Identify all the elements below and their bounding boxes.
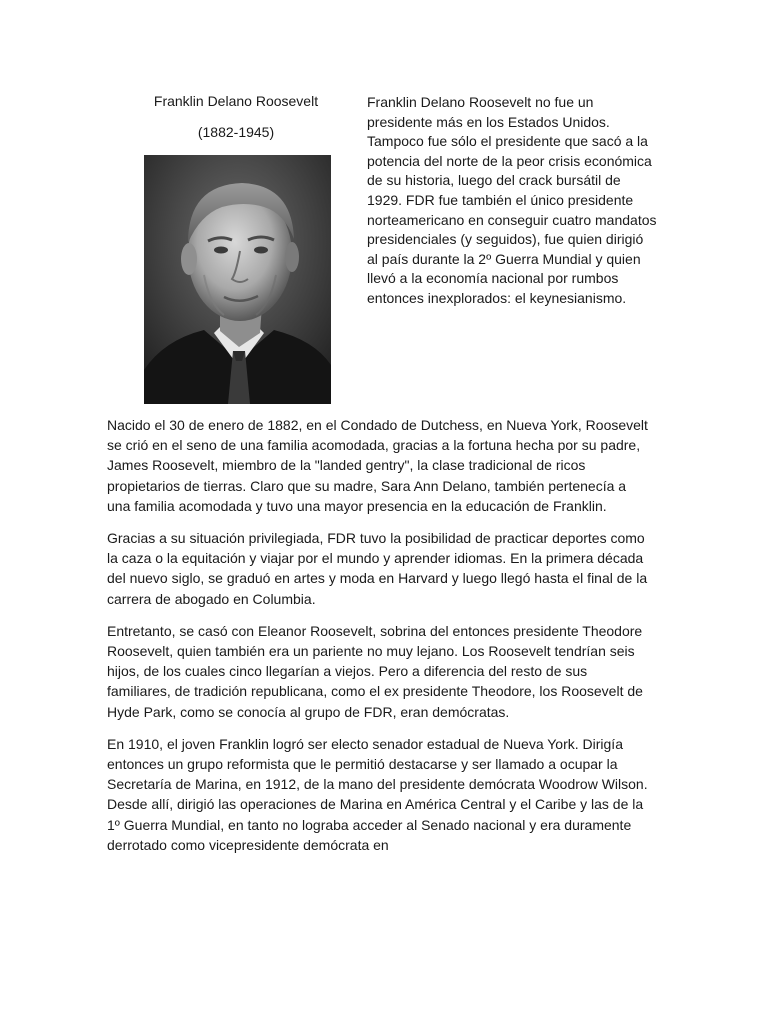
body-paragraph: En 1910, el joven Franklin logró ser electo senador estadual de Nueva York. Dirigía entonces un grupo reformista que le permitió destacarse y ser llamado a ocupar la Secretaría de Marina, en 1912, de la mano del presidente demócrata Woodrow Wilson. Desde allí, dirigió las operaciones de Marina en América Central y el Caribe y las de la 1º Guerra Mundial, en tanto no lograba acceder al Senado nacional y era duramente derrotado como vicepresidente demócrata en	[107, 735, 648, 853]
portrait-caption-years: (1882-1945)	[197, 124, 275, 140]
portrait-photo	[144, 155, 331, 404]
body-paragraph: Gracias a su situación privilegiada, FDR tuvo la posibilidad de practicar deportes como la caza o la equitación y viajar por el mundo y aprender idiomas. En la primera década del nuevo siglo, se graduó en artes y moda en Harvard y luego llegó hasta el final de la carrera de abogado en Columbia.	[107, 530, 648, 607]
intro-paragraph: Franklin Delano Roosevelt no fue un presidente más en los Estados Unidos. Tampoco fue sólo el presidente que sacó a la potencia del norte de la peor crisis económica de su historia, luego del crack bursátil de 1929. FDR fue también el único presidente norteamericano en conseguir cuatro mandatos presidenciales (y seguidos), fue quien dirigió al país durante la 2º Guerra Mundial y quien llevó a la economía nacional por rumbos entonces inexplorados: el keynesianismo.	[367, 94, 657, 306]
portrait-caption-name: Franklin Delano Roosevelt	[153, 93, 319, 109]
body-paragraph: Nacido el 30 de enero de 1882, en el Condado de Dutchess, en Nueva York, Roosevelt se crió en el seno de una familia acomodada, gracias a la fortuna hecha por su padre, James Roosevelt, miembro de la "landed gentry", la clase tradicional de ricos propietarios de tierras. Claro que su madre, Sara Ann Delano, también pertenecía a una familia acomodada y tuvo una mayor presencia en la educación de Franklin.	[107, 417, 648, 514]
article-body	[107, 415, 652, 867]
body-paragraph: Entretanto, se casó con Eleanor Roosevelt, sobrina del entonces presidente Theodore Roosevelt, quien también era un pariente no muy lejano. Los Roosevelt tendrían seis hijos, de los cuales cinco llegarían a viejos. Pero a diferencia del resto de sus familiares, de tradición republicana, como el ex presidente Theodore, los Roosevelt de Hyde Park, como se conocía al grupo de FDR, eran demócratas.	[107, 622, 643, 720]
